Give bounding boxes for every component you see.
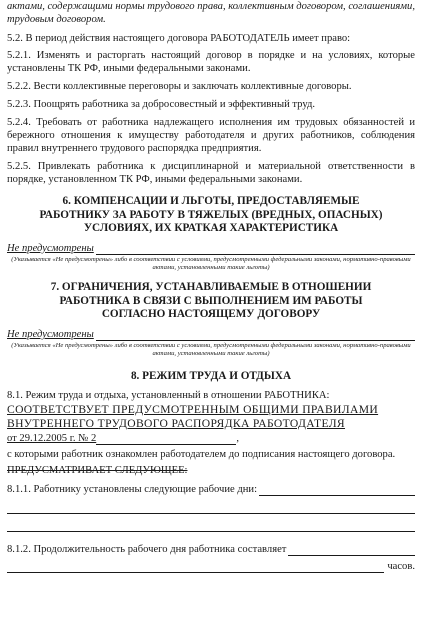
paragraph-5-2-5: 5.2.5. Привлекать работника к дисциплинарной и материальной ответственности в порядке, установленном ТК РФ, иными федеральными законами.: [7, 161, 415, 185]
section-6-value: Не предусмотрены: [7, 242, 94, 254]
paragraph-8-1-2-field: [7, 543, 415, 556]
paragraph-8-1-1-field: [7, 483, 415, 496]
paragraph-8-1-1: 8.1.1. Работнику установлены следующие рабочие дни:: [7, 483, 258, 495]
paragraph-5-2-1: 5.2.1. Изменять и расторгать настоящий договор в порядке и на условиях, которые установлены ТК РФ, иными федеральными законами.: [7, 50, 415, 74]
section-8-heading: 8. РЕЖИМ ТРУДА И ОТДЫХА: [130, 370, 292, 383]
blank-line-1: [7, 502, 415, 514]
paragraph-5-2-3: 5.2.3. Поощрять работника за добросовестный и эффективный труд.: [7, 99, 315, 110]
section-7-hint: (Указывается «Не предусмотрены» либо в соответствии с условиями, предусмотренными федеральными законами, нормативно-правовыми актами, установленными такие льготы): [11, 341, 411, 358]
section-7-field: [7, 328, 415, 341]
paragraph-5-2: 5.2. В период действия настоящего договора РАБОТОДАТЕЛЬ имеет право:: [7, 33, 351, 44]
paragraph-8-1-date-field: [7, 432, 239, 445]
section-7-underline: [96, 329, 415, 341]
paragraph-top: актами, содержащими нормы трудового права, коллективным договором, соглашениями, трудовым договором.: [7, 1, 415, 25]
paragraph-8-1-1-underline: [259, 484, 415, 496]
paragraph-8-1-2-unit-field: [7, 560, 415, 573]
paragraph-8-1-date: от 29.12.2005 г. № 2: [7, 432, 97, 444]
paragraph-8-1-2-unit: часов.: [387, 560, 415, 572]
section-6-heading: 6. КОМПЕНСАЦИИ И ЛЬГОТЫ, ПРЕДОСТАВЛЯЕМЫЕ РАБОТНИКУ ЗА РАБОТУ В ТЯЖЕЛЫХ (ВРЕДНЫХ, ОПАСНЫХ) УСЛОВИЯХ, ИХ КРАТКАЯ ХАРАКТЕРИСТИКА: [39, 195, 383, 235]
section-6-field: [7, 242, 415, 255]
paragraph-8-1-value: СООТВЕТСТВУЕТ ПРЕДУСМОТРЕННЫМ ОБЩИМИ ПРАВИЛАМИ ВНУТРЕННЕГО ТРУДОВОГО РАСПОРЯДКА РАБОТОДАТЕЛЯ: [7, 402, 379, 430]
paragraph-8-1-2-underline: [288, 544, 415, 556]
paragraph-8-1: 8.1. Режим труда и отдыха, установленный в отношении РАБОТНИКА:: [7, 389, 330, 401]
paragraph-8-1-date-underline: [96, 433, 236, 445]
section-6-hint: (Указывается «Не предусмотрены» либо в соответствии с условиями, предусмотренными федеральными законами, нормативно-правовыми актами, установленными такие льготы): [11, 255, 411, 271]
paragraph-8-1-2: 8.1.2. Продолжительность рабочего дня работника составляет: [7, 543, 287, 555]
paragraph-8-1-2-unit-underline: [7, 561, 384, 573]
paragraph-8-1-comma: ,: [236, 432, 239, 444]
section-6-underline: [96, 243, 415, 255]
section-7-value: Не предусмотрены: [7, 328, 94, 340]
paragraph-8-1-after: с которыми работник ознакомлен работодателем до подписания настоящего договора.: [7, 448, 396, 460]
paragraph-5-2-4: 5.2.4. Требовать от работника надлежащего исполнения им трудовых обязанностей и бережного отношения к имуществу работодателя и других работников, соблюдения правил внутреннего трудового распорядка предприятия.: [7, 117, 415, 154]
paragraph-8-1-strike: ПРЕДУСМАТРИВАЕТ СЛЕДУЮЩЕЕ:: [7, 464, 188, 476]
section-7-heading: 7. ОГРАНИЧЕНИЯ, УСТАНАВЛИВАЕМЫЕ В ОТНОШЕНИИ РАБОТНИКА В СВЯЗИ С ВЫПОЛНЕНИЕМ ИМ РАБОТЫ СОГЛАСНО НАСТОЯЩЕМУ ДОГОВОРУ: [50, 281, 372, 321]
blank-line-2: [7, 520, 415, 532]
paragraph-5-2-2: 5.2.2. Вести коллективные переговоры и заключать коллективные договоры.: [7, 81, 352, 92]
